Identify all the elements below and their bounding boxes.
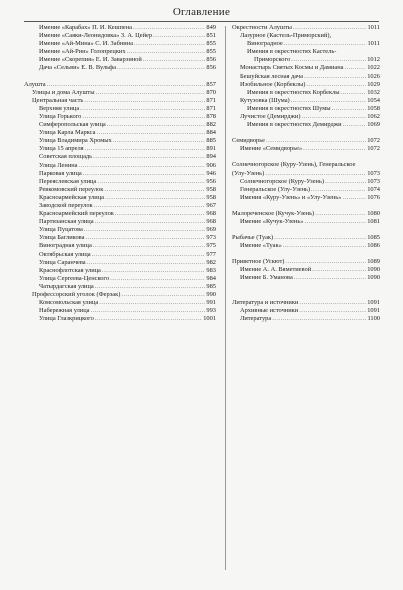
toc-entry-title: Имение «Семидворье» — [240, 145, 303, 153]
toc-entry-title: Заводской переулок — [39, 201, 93, 209]
toc-entry-title: Улица Горького — [39, 112, 82, 120]
toc-entry[interactable] — [232, 40, 380, 48]
toc-entry[interactable] — [232, 105, 380, 113]
toc-entry[interactable] — [232, 178, 380, 186]
dot-leader — [85, 145, 206, 153]
toc-entry[interactable] — [24, 97, 216, 105]
toc-left-column — [24, 24, 216, 323]
toc-entry[interactable] — [232, 210, 380, 218]
toc-entry-page: 990 — [206, 291, 216, 298]
toc-entry[interactable] — [232, 299, 380, 307]
toc-entry-page: 1011 — [367, 40, 380, 48]
dot-leader — [85, 234, 205, 242]
column-divider — [225, 26, 226, 570]
toc-entry[interactable] — [232, 145, 380, 153]
toc-entry-title: Литература — [240, 314, 272, 322]
toc-entry-title: Имения в окрестностях Демирджи — [247, 121, 342, 129]
dot-leader — [294, 274, 366, 282]
toc-entry-title: Имение «Скорепия» Е. И. Заварзиной — [39, 56, 142, 64]
toc-entry[interactable] — [24, 315, 216, 323]
dot-leader — [266, 137, 366, 145]
toc-spacer — [24, 73, 216, 81]
toc-entry[interactable] — [24, 153, 216, 161]
toc-entry-title: Улица Саранчева — [39, 258, 86, 266]
toc-entry-page: 1012 — [367, 56, 380, 64]
toc-entry-title: Бешуйская лесная дача — [240, 72, 303, 80]
dot-leader — [134, 40, 205, 48]
toc-entry-page: 1072 — [367, 145, 380, 153]
toc-entry[interactable] — [232, 121, 380, 129]
toc-entry-page: 1091 — [367, 298, 380, 306]
toc-entry[interactable] — [232, 274, 380, 282]
toc-entry-title: Улица Глазкрицкого — [39, 315, 94, 323]
toc-entry-title: Дача «Сельви» Е. В. Вульфа — [39, 64, 117, 72]
dot-leader — [93, 153, 205, 161]
toc-entry-page: 1080 — [367, 209, 380, 217]
toc-entry[interactable] — [232, 89, 380, 97]
toc-entry-title: Красноармейская улица — [39, 193, 104, 201]
dot-leader — [47, 81, 206, 89]
toc-entry[interactable] — [24, 202, 216, 210]
toc-entry-title: Имение «Туак» — [240, 242, 282, 250]
toc-entry-page: 993 — [206, 307, 216, 315]
toc-entry-page: 1100 — [367, 314, 380, 322]
toc-entry-title: Улица Сергеева-Ценского — [39, 274, 110, 282]
toc-entry-title: Симферопольская улица — [39, 121, 106, 129]
toc-entry[interactable] — [24, 32, 216, 40]
toc-entry[interactable] — [232, 64, 380, 72]
toc-entry[interactable] — [232, 73, 380, 81]
dot-leader — [110, 275, 205, 283]
toc-entry[interactable] — [24, 137, 216, 145]
toc-entry-title: Красноармейский переулок — [39, 210, 114, 218]
toc-spacer — [232, 202, 380, 210]
toc-entry-page: 871 — [206, 104, 216, 112]
dot-leader — [87, 259, 206, 267]
toc-entry-title: Лазурное (Кастель-Приморский), — [240, 32, 332, 40]
toc-entry-title: Лучистое (Демирджи) — [240, 113, 301, 121]
toc-entry[interactable] — [24, 170, 216, 178]
toc-entry-page: 956 — [206, 177, 216, 185]
toc-spacer — [232, 226, 380, 234]
toc-entry[interactable] — [24, 145, 216, 153]
toc-entry-page: 891 — [206, 145, 216, 153]
toc-entry-title: Имение «Саяки-Леонидовка» З. А. Цейер — [39, 32, 153, 40]
toc-entry-title: Чатырдагская улица — [39, 282, 94, 290]
toc-entry[interactable] — [24, 178, 216, 186]
dot-leader — [153, 32, 205, 40]
toc-entry[interactable] — [24, 81, 216, 89]
dot-leader — [83, 170, 206, 178]
dot-leader — [265, 170, 366, 178]
toc-entry-page: 946 — [206, 169, 216, 177]
toc-entry-page: 1074 — [367, 185, 380, 193]
toc-entry-title: Верхняя улица — [39, 104, 80, 112]
toc-entry-page: 856 — [206, 64, 216, 72]
toc-entry-title: Советская площадь — [39, 153, 93, 161]
toc-entry-page: 975 — [206, 242, 216, 250]
toc-entry-page: 1090 — [367, 266, 380, 274]
toc-entry[interactable] — [24, 234, 216, 242]
toc-entry-title: Профессорский уголок (Ферзак) — [32, 291, 121, 298]
dot-leader — [272, 315, 366, 323]
toc-entry-page: 1011 — [367, 24, 380, 31]
toc-entry-title: Имение «Карабах» П. И. Кешпена — [39, 24, 132, 31]
toc-entry-title: Улица Багликова — [39, 234, 85, 242]
toc-entry[interactable] — [24, 267, 216, 275]
toc-entry[interactable] — [232, 48, 380, 56]
toc-spacer — [232, 129, 380, 137]
dot-leader — [283, 242, 366, 250]
toc-entry-title: (Улу-Узень) — [232, 169, 265, 177]
toc-entry[interactable] — [24, 48, 216, 56]
dot-leader — [95, 218, 206, 226]
toc-entry-title: Виноградная улица — [39, 242, 92, 250]
toc-entry[interactable] — [24, 283, 216, 291]
toc-entry-page: 851 — [206, 32, 216, 40]
dot-leader — [107, 121, 206, 129]
dot-leader — [343, 121, 367, 129]
toc-entry-title: Партизанская улица — [39, 218, 94, 226]
toc-entry-title: Виноградное — [247, 40, 283, 48]
toc-entry-page: 977 — [206, 250, 216, 258]
dot-leader — [104, 186, 205, 194]
toc-entry-title: Приветное (Ускют) — [232, 258, 285, 266]
toc-entry[interactable] — [232, 170, 380, 178]
dot-leader — [127, 48, 206, 56]
toc-entry[interactable] — [24, 210, 216, 218]
toc-entry-page: 1073 — [367, 169, 380, 177]
dot-leader — [94, 202, 206, 210]
toc-entry[interactable] — [24, 275, 216, 283]
dot-leader — [102, 267, 206, 275]
toc-entry-page: 1029 — [367, 80, 380, 88]
toc-entry[interactable] — [232, 137, 380, 145]
toc-entry[interactable] — [24, 113, 216, 121]
toc-entry-title: Генеральское (Улу-Узень) — [240, 185, 311, 193]
dot-leader — [299, 307, 366, 315]
toc-entry[interactable] — [24, 105, 216, 113]
toc-entry-page: 968 — [206, 218, 216, 226]
dot-leader — [304, 73, 366, 81]
toc-entry-page: 958 — [206, 185, 216, 193]
toc-spacer — [232, 153, 380, 161]
toc-entry-title: Имение А. А. Вяметиевой — [240, 266, 312, 274]
toc-entry[interactable] — [232, 56, 380, 64]
dot-leader — [304, 218, 366, 226]
toc-entry-page: 871 — [206, 96, 216, 104]
toc-entry-title: Приморского — [254, 56, 291, 64]
toc-right-column — [232, 24, 380, 323]
toc-entry-title: Улица Карла Маркса — [39, 129, 96, 137]
toc-entry-title: Имения в окрестностях Корбеклы — [247, 88, 340, 96]
toc-entry-title: Комсомольская улица — [39, 299, 99, 307]
toc-entry-page: 855 — [206, 48, 216, 56]
toc-entry[interactable] — [24, 251, 216, 259]
dot-leader — [344, 64, 366, 72]
toc-entry-title: Краснофлотская улица — [39, 266, 101, 274]
toc-entry-title: Улица Владимира Хромых — [39, 137, 112, 145]
toc-entry-title: Имение «Ай-Мина» С. И. Забнина — [39, 40, 133, 48]
toc-entry-title: Октябрьская улица — [39, 250, 91, 258]
toc-spacer — [232, 283, 380, 291]
dot-leader — [95, 283, 206, 291]
toc-entry-title: Улица Пуцатова — [39, 226, 83, 234]
page-header: Оглавление — [172, 6, 231, 18]
toc-entry-page: 1091 — [367, 306, 380, 314]
toc-entry-title: Солнечногорское (Куру-Узень), Генеральское — [232, 161, 356, 169]
toc-entry[interactable] — [24, 129, 216, 137]
dot-leader — [93, 242, 206, 250]
dot-leader — [341, 89, 367, 97]
toc-entry-page: 1062 — [367, 113, 380, 121]
toc-entry-page: 1026 — [367, 72, 380, 80]
toc-entry-page: 885 — [206, 137, 216, 145]
dot-leader — [301, 113, 366, 121]
toc-entry[interactable] — [232, 194, 380, 202]
toc-entry[interactable] — [24, 226, 216, 234]
toc-entry-page: 882 — [206, 121, 216, 129]
toc-entry-page: 968 — [206, 210, 216, 218]
toc-entry-title: Архивные источники — [240, 306, 299, 314]
toc-entry-page: 1032 — [367, 88, 380, 96]
dot-leader — [121, 291, 205, 299]
dot-leader — [79, 162, 206, 170]
dot-leader — [312, 266, 366, 274]
dot-leader — [299, 299, 366, 307]
dot-leader — [291, 97, 367, 105]
dot-leader — [291, 56, 366, 64]
toc-entry-page: 1072 — [367, 137, 380, 145]
toc-entry-title: Окрестности Алушты — [232, 24, 292, 31]
toc-entry-page: 984 — [206, 274, 216, 282]
toc-entry-title: Имения «Куру-Узень» и «Улу-Узень» — [240, 193, 342, 201]
toc-entry-page: 969 — [206, 226, 216, 234]
toc-entry-page: 973 — [206, 234, 216, 242]
toc-entry-title: Малореченское (Кучук-Узень) — [232, 209, 315, 217]
dot-leader — [315, 210, 366, 218]
toc-entry[interactable] — [232, 186, 380, 194]
toc-entry-title: Ревкомовский переулок — [39, 185, 104, 193]
toc-entry-title: Монастырь Святых Космы и Дамиана — [240, 64, 344, 72]
dot-leader — [274, 234, 366, 242]
toc-entry-title: Имение «Ай-Рин» Голопрецких — [39, 48, 126, 56]
toc-entry-page: 1022 — [367, 64, 380, 72]
toc-entry-page: 878 — [206, 112, 216, 120]
dot-leader — [84, 97, 205, 105]
dot-leader — [90, 307, 205, 315]
toc-entry-title: Набережная улица — [39, 307, 90, 315]
toc-entry-title: Имения в окрестностях Шумы — [247, 104, 331, 112]
dot-leader — [113, 137, 206, 145]
toc-entry-title: Изобильное (Корбеклы) — [240, 80, 306, 88]
toc-entry-title: Улица Ленина — [39, 161, 78, 169]
toc-entry-title: Переяслевская улица — [39, 177, 97, 185]
toc-entry[interactable] — [232, 24, 380, 32]
toc-entry[interactable] — [232, 161, 380, 169]
toc-entry-page: 983 — [206, 266, 216, 274]
toc-entry-page: 1076 — [367, 193, 380, 201]
toc-entry[interactable] — [24, 307, 216, 315]
toc-entry-page: 1054 — [367, 96, 380, 104]
toc-spacer — [232, 291, 380, 299]
toc-entry-title: Имения в окрестностях Кастель- — [247, 48, 337, 56]
dot-leader — [306, 81, 366, 89]
toc-entry[interactable] — [232, 81, 380, 89]
toc-spacer — [232, 250, 380, 258]
toc-entry[interactable] — [24, 194, 216, 202]
toc-entry-page: 855 — [206, 40, 216, 48]
toc-entry[interactable] — [24, 218, 216, 226]
toc-entry[interactable] — [24, 89, 216, 97]
toc-entry[interactable] — [24, 299, 216, 307]
toc-entry-title: Солнечногорское (Куру-Узень) — [240, 177, 324, 185]
dot-leader — [332, 105, 367, 113]
toc-entry[interactable] — [232, 113, 380, 121]
dot-leader — [284, 40, 367, 48]
toc-entry-page: 1090 — [367, 274, 380, 282]
toc-entry[interactable] — [232, 315, 380, 323]
toc-entry-page: 870 — [206, 88, 216, 96]
toc-entry[interactable] — [232, 218, 380, 226]
toc-entry[interactable] — [24, 56, 216, 64]
toc-entry-page: 985 — [206, 282, 216, 290]
toc-entry-title: Литература и источники — [232, 298, 299, 306]
toc-entry[interactable] — [24, 64, 216, 72]
dot-leader — [96, 89, 206, 97]
toc-entry-title: Центральная часть — [32, 96, 84, 104]
toc-entry-title: Семидворье — [232, 137, 266, 145]
toc-entry-page: 982 — [206, 258, 216, 266]
dot-leader — [311, 186, 366, 194]
toc-entry-title: Улица 15 апреля — [39, 145, 84, 153]
toc-entry-title: Рыбачье (Туак) — [232, 234, 274, 242]
toc-entry-page: 958 — [206, 193, 216, 201]
toc-entry-page: 1089 — [367, 258, 380, 266]
toc-entry[interactable] — [232, 266, 380, 274]
toc-entry-title: Имение Б. Уманова — [240, 274, 293, 282]
dot-leader — [117, 64, 205, 72]
dot-leader — [95, 315, 202, 323]
dot-leader — [105, 194, 205, 202]
dot-leader — [97, 178, 205, 186]
dot-leader — [99, 299, 205, 307]
dot-leader — [84, 226, 206, 234]
toc-entry[interactable] — [232, 307, 380, 315]
toc-entry[interactable] — [232, 32, 380, 40]
toc-entry-page: 1058 — [367, 104, 380, 112]
toc-entry-page: 1069 — [367, 121, 380, 129]
toc-entry-page: 856 — [206, 56, 216, 64]
toc-entry-page: 991 — [206, 299, 216, 307]
toc-entry[interactable] — [24, 242, 216, 250]
toc-entry-page: 1086 — [367, 242, 380, 250]
toc-entry-page: 1001 — [203, 315, 216, 323]
toc-entry[interactable] — [24, 291, 216, 299]
toc-entry-page: 849 — [206, 24, 216, 31]
toc-entry[interactable] — [24, 186, 216, 194]
dot-leader — [115, 210, 206, 218]
toc-entry-title: Алушта — [24, 80, 46, 88]
dot-leader — [96, 129, 205, 137]
toc-entry-title: Улицы и дома Алушты — [32, 88, 95, 96]
toc-entry-title: Имение «Кучук-Узень» — [240, 217, 304, 225]
toc-entry-page: 884 — [206, 129, 216, 137]
toc-entry[interactable] — [24, 259, 216, 267]
toc-entry-page: 906 — [206, 161, 216, 169]
toc-entry[interactable] — [232, 97, 380, 105]
toc-entry[interactable] — [24, 121, 216, 129]
dot-leader — [285, 258, 366, 266]
dot-leader — [342, 194, 366, 202]
toc-entry[interactable] — [24, 40, 216, 48]
dot-leader — [80, 105, 205, 113]
dot-leader — [143, 56, 206, 64]
toc-entry[interactable] — [24, 162, 216, 170]
dot-leader — [303, 145, 366, 153]
toc-entry[interactable] — [232, 242, 380, 250]
toc-entry-title: Кутузовка (Шума) — [240, 96, 290, 104]
dot-leader — [133, 24, 205, 32]
toc-entry-page: 1081 — [367, 217, 380, 225]
toc-entry-page: 1073 — [367, 177, 380, 185]
dot-leader — [82, 113, 205, 121]
toc-entry-title: Парковая улица — [39, 169, 82, 177]
dot-leader — [92, 251, 206, 259]
toc-entry-page: 967 — [206, 201, 216, 209]
toc-entry-page: 1085 — [367, 234, 380, 242]
toc-entry-page: 857 — [206, 80, 216, 88]
dot-leader — [325, 178, 366, 186]
toc-entry[interactable] — [232, 258, 380, 266]
header-rule — [24, 21, 379, 22]
toc-entry-page: 894 — [206, 153, 216, 161]
toc-entry[interactable] — [24, 24, 216, 32]
toc-entry[interactable] — [232, 234, 380, 242]
dot-leader — [293, 24, 366, 32]
